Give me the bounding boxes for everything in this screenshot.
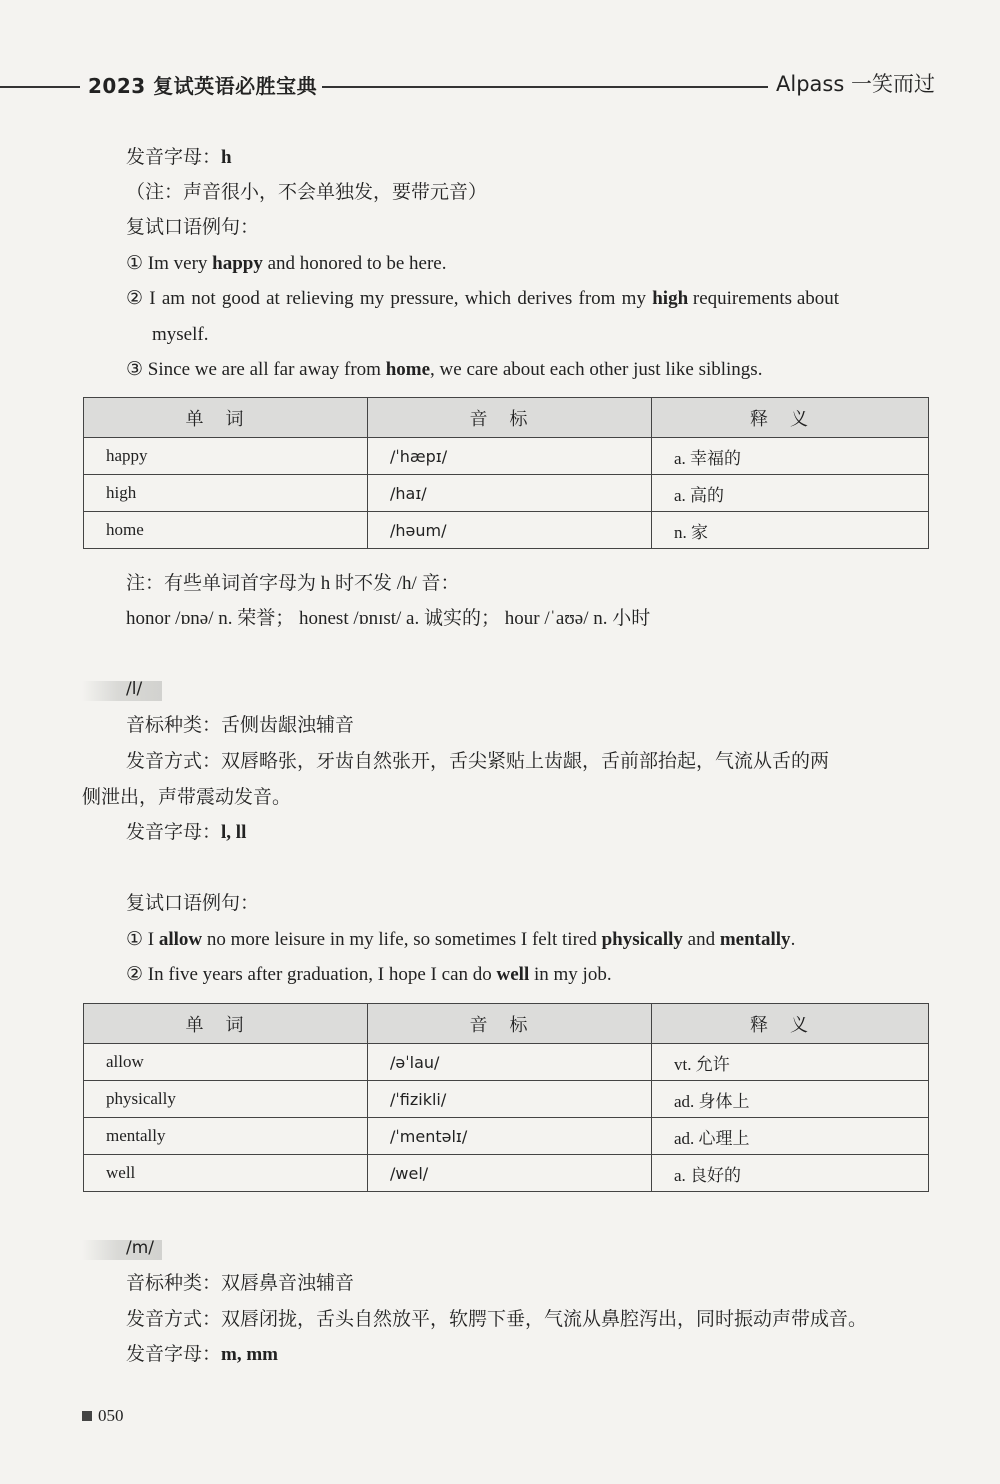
example-text: requirements about — [688, 288, 840, 309]
phonetic-cell: /haɪ/ — [368, 475, 652, 512]
word-cell: mentally — [84, 1118, 368, 1155]
m-letters: m, mm — [221, 1344, 278, 1365]
phoneme-badge-m — [82, 1240, 162, 1260]
meaning-cell: ad. 身体上 — [652, 1081, 929, 1118]
column-header-phonetic: 音标 — [368, 1004, 652, 1044]
word-cell: physically — [84, 1081, 368, 1118]
word-cell: home — [84, 512, 368, 549]
column-header-word: 单词 — [84, 398, 368, 438]
m-letters-line — [126, 1343, 278, 1367]
word-cell: well — [84, 1155, 368, 1192]
example-text: no more leisure in my life, so sometimes I felt tired — [202, 929, 602, 950]
h-letters: h — [221, 147, 232, 168]
table-row — [84, 1081, 929, 1118]
l-letters-label: 发音字母： — [126, 822, 222, 843]
l-type: 舌侧齿龈浊辅音 — [221, 715, 355, 736]
h-example-3 — [126, 358, 762, 382]
page-footer — [82, 1406, 124, 1426]
l-word-table — [83, 1003, 929, 1192]
word-cell: happy — [84, 438, 368, 475]
m-method-line — [126, 1308, 867, 1332]
l-letters-line — [126, 821, 246, 845]
header-rule-left — [0, 86, 80, 88]
l-method: 双唇略张，牙齿自然张开，舌尖紧贴上齿龈，舌前部抬起，气流从舌的两 — [221, 751, 830, 772]
l-example-2 — [126, 963, 612, 987]
h-silent-examples: honor /ɒnə/ n. 荣誉； honest /ɒnɪst/ a. 诚实的； hour /ˈaʊə/ n. 小时 — [126, 608, 651, 629]
phonetic-cell: /ˈfizikli/ — [368, 1081, 652, 1118]
page-number: 050 — [98, 1406, 124, 1425]
page-header — [0, 66, 1000, 106]
phoneme-symbol: /l/ — [126, 679, 143, 699]
meaning-cell: a. 良好的 — [652, 1155, 929, 1192]
meaning-cell: ad. 心理上 — [652, 1118, 929, 1155]
word-cell: high — [84, 475, 368, 512]
example-number: ③ — [126, 359, 144, 380]
example-text: Im very — [143, 253, 213, 274]
column-header-meaning: 释义 — [652, 1004, 929, 1044]
example-text: and — [682, 929, 720, 950]
example-keyword: mentally — [719, 929, 791, 950]
meaning-cell: a. 幸福的 — [652, 438, 929, 475]
example-keyword: home — [385, 359, 431, 380]
brand-logo: Alpass 一笑而过 — [776, 72, 935, 96]
example-text: Since we are all far away from — [143, 359, 386, 380]
example-text: and honored to be here. — [262, 253, 447, 274]
h-example-2 — [126, 287, 839, 311]
table-row — [84, 1155, 929, 1192]
example-text: . — [790, 929, 796, 950]
page-marker-icon — [82, 1411, 92, 1421]
phonetic-cell: /əˈlau/ — [368, 1044, 652, 1081]
example-text: I — [143, 929, 159, 950]
example-text: I am not good at relieving my pressure, which derives from my — [143, 288, 653, 309]
example-text: in my job. — [529, 964, 612, 985]
m-type: 双唇鼻音浊辅音 — [221, 1273, 355, 1294]
phoneme-symbol: /m/ — [126, 1238, 155, 1258]
h-example-1 — [126, 252, 446, 276]
column-header-meaning: 释义 — [652, 398, 929, 438]
example-keyword: happy — [212, 253, 263, 274]
l-letters: l, ll — [221, 822, 247, 843]
m-type-line — [126, 1272, 354, 1296]
column-header-word: 单词 — [84, 1004, 368, 1044]
example-number: ① — [126, 253, 144, 274]
h-note: （注：声音很小，不会单独发，要带元音） — [126, 182, 488, 203]
l-example-1 — [126, 928, 795, 952]
meaning-cell: vt. 允许 — [652, 1044, 929, 1081]
phonetic-cell: /həum/ — [368, 512, 652, 549]
meaning-cell: a. 高的 — [652, 475, 929, 512]
l-method-cont: 侧泄出，声带震动发音。 — [82, 787, 292, 808]
book-title: 2023 复试英语必胜宝典 — [88, 74, 318, 98]
example-text: In five years after graduation, I hope I can do — [143, 964, 497, 985]
m-letters-label: 发音字母： — [126, 1344, 222, 1365]
l-type-label: 音标种类： — [126, 715, 222, 736]
example-number: ② — [126, 288, 144, 309]
h-silent-note: 注：有些单词首字母为 h 时不发 /h/ 音： — [126, 573, 460, 594]
l-type-line — [126, 714, 354, 738]
table-row — [84, 475, 929, 512]
h-word-table — [83, 397, 929, 549]
phoneme-badge-l — [82, 681, 162, 701]
example-number: ① — [126, 929, 144, 950]
phonetic-cell: /ˈhæpɪ/ — [368, 438, 652, 475]
l-method-line — [126, 750, 829, 774]
table-header-row — [84, 1004, 929, 1044]
m-type-label: 音标种类： — [126, 1273, 222, 1294]
table-row — [84, 1044, 929, 1081]
example-keyword: well — [496, 964, 530, 985]
word-cell: allow — [84, 1044, 368, 1081]
table-row — [84, 438, 929, 475]
table-row — [84, 1118, 929, 1155]
example-number: ② — [126, 964, 144, 985]
l-method-label: 发音方式： — [126, 751, 222, 772]
phonetic-cell: /ˈmentəlɪ/ — [368, 1118, 652, 1155]
phonetic-cell: /wel/ — [368, 1155, 652, 1192]
meaning-cell: n. 家 — [652, 512, 929, 549]
table-row — [84, 512, 929, 549]
example-keyword: high — [652, 288, 689, 309]
l-examples-label: 复试口语例句： — [126, 893, 260, 914]
column-header-phonetic: 音标 — [368, 398, 652, 438]
h-letters-line — [126, 146, 232, 170]
h-examples-label: 复试口语例句： — [126, 217, 260, 238]
header-rule-middle — [322, 86, 768, 88]
h-letters-label: 发音字母： — [126, 147, 222, 168]
table-header-row — [84, 398, 929, 438]
example-keyword: allow — [158, 929, 203, 950]
example-keyword: physically — [601, 929, 683, 950]
m-method-label: 发音方式： — [126, 1309, 222, 1330]
example-text: , we care about each other just like siblings. — [430, 359, 763, 380]
h-example-2-cont: myself. — [152, 324, 209, 345]
m-method: 双唇闭拢，舌头自然放平，软腭下垂，气流从鼻腔泻出，同时振动声带成音。 — [221, 1309, 868, 1330]
